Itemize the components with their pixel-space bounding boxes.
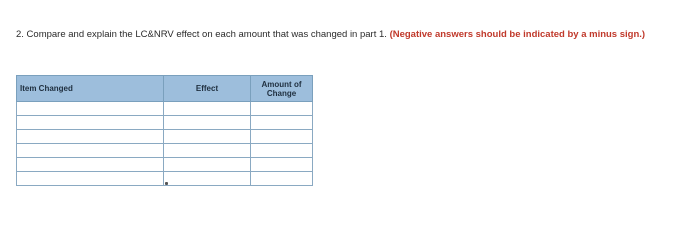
amount-cell [251, 102, 313, 116]
item-changed-cell [17, 144, 164, 158]
item-changed-input[interactable] [17, 144, 163, 157]
effect-input[interactable] [164, 144, 250, 157]
table-row [17, 116, 313, 130]
dropdown-indicator-icon [165, 182, 168, 185]
question-text: 2. Compare and explain the LC&NRV effect on each amount that was changed in part 1. [16, 29, 387, 40]
item-changed-input[interactable] [17, 102, 163, 115]
question-instructions [16, 29, 666, 40]
item-changed-cell [17, 158, 164, 172]
effect-cell [164, 172, 251, 186]
item-changed-input[interactable] [17, 130, 163, 143]
item-changed-input[interactable] [17, 158, 163, 171]
effect-cell [164, 130, 251, 144]
amount-input[interactable] [251, 116, 312, 129]
amount-cell [251, 158, 313, 172]
amount-input[interactable] [251, 172, 312, 185]
item-changed-cell [17, 130, 164, 144]
amount-cell [251, 130, 313, 144]
item-changed-cell [17, 102, 164, 116]
effect-input[interactable] [164, 172, 250, 185]
header-item-changed: Item Changed [17, 76, 164, 102]
effect-input[interactable] [164, 102, 250, 115]
effect-input[interactable] [164, 116, 250, 129]
amount-cell [251, 172, 313, 186]
table-row [17, 158, 313, 172]
table-row [17, 130, 313, 144]
effect-cell [164, 144, 251, 158]
header-amount-line1: Amount of [261, 79, 302, 89]
table-row [17, 144, 313, 158]
amount-input[interactable] [251, 130, 312, 143]
item-changed-input[interactable] [17, 116, 163, 129]
effect-cell [164, 116, 251, 130]
answer-table [16, 75, 313, 186]
table-header-row [17, 76, 313, 102]
negative-answer-note: (Negative answers should be indicated by a minus sign.) [389, 29, 646, 40]
effect-input[interactable] [164, 130, 250, 143]
amount-input[interactable] [251, 144, 312, 157]
amount-input[interactable] [251, 102, 312, 115]
amount-input[interactable] [251, 158, 312, 171]
header-amount-line2: Change [266, 88, 297, 98]
table-row [17, 102, 313, 116]
item-changed-input[interactable] [17, 172, 163, 185]
effect-cell [164, 158, 251, 172]
effect-input[interactable] [164, 158, 250, 171]
amount-cell [251, 144, 313, 158]
header-effect: Effect [164, 76, 251, 102]
effect-cell [164, 102, 251, 116]
header-amount-of-change [251, 76, 313, 102]
amount-cell [251, 116, 313, 130]
item-changed-cell [17, 116, 164, 130]
item-changed-cell [17, 172, 164, 186]
